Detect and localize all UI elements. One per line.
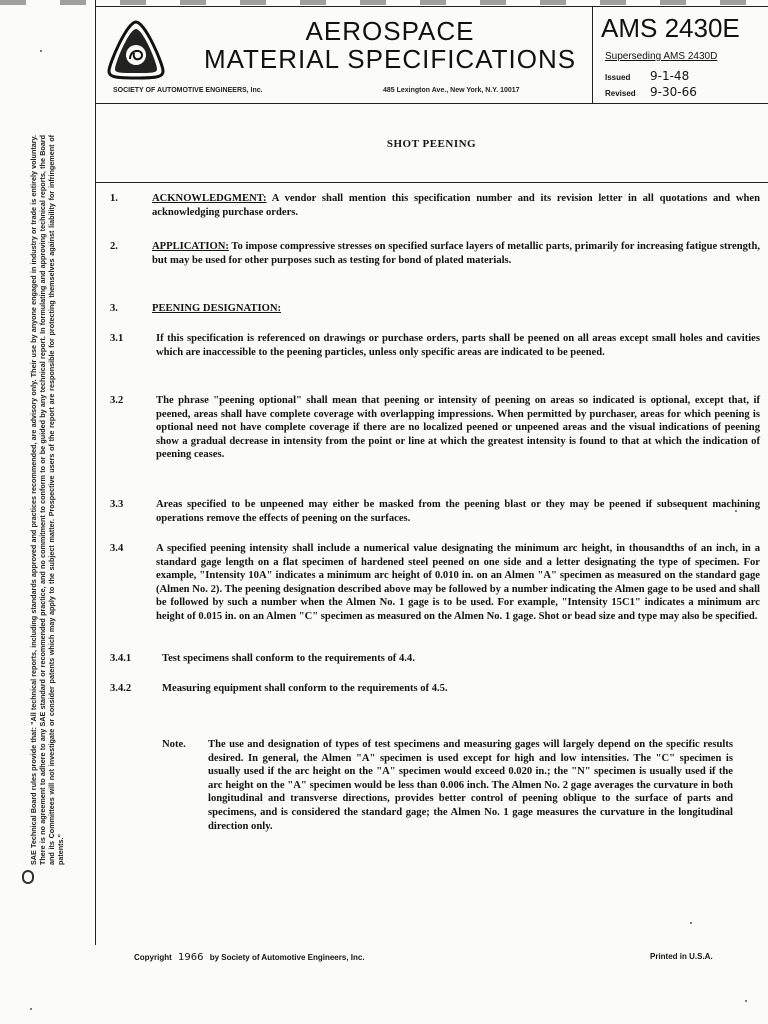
section-number: 1. bbox=[110, 193, 118, 204]
spec-box bbox=[592, 7, 768, 103]
org-title bbox=[195, 17, 585, 73]
scan-speck bbox=[690, 922, 692, 924]
superseding-note: Superseding AMS 2430D bbox=[605, 51, 718, 62]
document-header bbox=[95, 6, 768, 104]
revised-value: 9-30-66 bbox=[650, 85, 697, 99]
section-number: 3.1 bbox=[110, 333, 124, 344]
printed-in: Printed in U.S.A. bbox=[650, 952, 713, 961]
sidebar-disclaimer bbox=[0, 120, 95, 880]
scan-speck bbox=[30, 1008, 32, 1010]
scan-speck bbox=[735, 510, 737, 512]
section-body: Measuring equipment shall conform to the requirements of 4.5. bbox=[162, 683, 448, 694]
issued-row bbox=[605, 69, 690, 83]
section-body: The phrase "peening optional" shall mean that peening or intensity of peening on areas so indicated is optional, except that, if peened, areas shall have complete coverage with overlapping impressions. When permitted by purchaser, areas for which peening is optional need not have complete coverage if there are no localized peened or unpeened areas and the visual indications of peening show a gradual decrease in intensity from the point or line at which the greatest intensity is found to that at which the indication of peening ceases. bbox=[156, 395, 760, 461]
disclaimer-text: SAE Technical Board rules provide that: "All technical reports, including standards approved and practices recommended, are advisory only. Their use by anyone engaged in industry or trade is entirely voluntary. There is no agreement to adhere to any SAE standard or recommended practice, and no commitment to conform to or be guided by any technical report. In formulating and approving technical reports, the Board and its Committees will not investigate or consider patents which may apply to the subject matter. Prospective users of the report are responsible for protecting themselves against liability for infringement of patents." bbox=[29, 135, 65, 865]
scan-speck bbox=[40, 50, 42, 52]
section-text bbox=[152, 192, 760, 219]
note-label: Note. bbox=[162, 739, 186, 750]
copyright-holder: by Society of Automotive Engineers, Inc. bbox=[209, 953, 365, 962]
copyright bbox=[134, 952, 365, 963]
section-number: 3. bbox=[110, 303, 118, 314]
issued-value: 9-1-48 bbox=[650, 69, 690, 83]
section-number: 2. bbox=[110, 241, 118, 252]
document-title: SHOT PEENING bbox=[386, 138, 477, 150]
copyright-label: Copyright bbox=[134, 953, 172, 962]
org-title-line1: AEROSPACE bbox=[305, 16, 475, 46]
org-info bbox=[113, 87, 593, 94]
section-heading: APPLICATION: bbox=[152, 241, 229, 252]
section-body: To impose compressive stresses on specified surface layers of metallic parts, primarily for increasing fatigue strength, but may be used for other purposes such as testing for bond of plated materials. bbox=[152, 241, 760, 266]
issued-label: Issued bbox=[605, 73, 631, 82]
revised-label: Revised bbox=[605, 89, 636, 98]
section-body: Areas specified to be unpeened may either be masked from the peening blast or they may be peened if subsequent machining operations remove the effects of peening on the surfaces. bbox=[156, 499, 760, 524]
section-number: 3.4.1 bbox=[110, 653, 132, 664]
section-text bbox=[152, 302, 760, 316]
copyright-year: 1966 bbox=[178, 952, 204, 963]
section-text bbox=[152, 240, 760, 267]
section-body: If this specification is referenced on drawings or purchase orders, parts shall be peened on all areas except small holes and cavities which are inaccessible to the peening particles, unless only specific areas are indicated to be peened. bbox=[156, 333, 760, 358]
spec-number: AMS 2430E bbox=[601, 13, 740, 43]
revised-row bbox=[605, 85, 697, 99]
section-number: 3.4.2 bbox=[110, 683, 132, 694]
section-number: 3.3 bbox=[110, 499, 124, 510]
sae-logo-icon bbox=[105, 19, 167, 81]
section-heading: PEENING DESIGNATION: bbox=[152, 303, 282, 314]
section-body: Test specimens shall conform to the requirements of 4.4. bbox=[162, 653, 415, 664]
title-divider bbox=[95, 182, 768, 183]
scan-speck bbox=[22, 870, 34, 884]
section-body: A vendor shall mention this specification number and its revision letter in all quotations and when acknowledging purchase orders. bbox=[152, 193, 760, 218]
org-title-line2: MATERIAL SPECIFICATIONS bbox=[203, 44, 577, 74]
section-heading: ACKNOWLEDGMENT: bbox=[152, 193, 267, 204]
note-text: The use and designation of types of test specimens and measuring gages will largely depend on the specific results desired. In general, the Almen "A" specimen is used except for high and low intensities. The "C" specimen is usually used if the arc height on the "A" specimen would exceed 0.020 in.; the "N" specimen is usually used if the arc height on the "A" specimen would be less than 0.006 inch. The Almen No. 2 gage averages the curvature in both longitudinal and transverse directions, provides better control of peening oblique to the surface of parts and specimens, and is considered the standard gage; the Almen No. 1 gage measures the curvature in the longitudinal direction only. bbox=[208, 739, 733, 832]
section-number: 3.2 bbox=[110, 395, 124, 406]
section-number: 3.4 bbox=[110, 543, 124, 554]
org-name: SOCIETY OF AUTOMOTIVE ENGINEERS, Inc. bbox=[113, 87, 263, 94]
org-address: 485 Lexington Ave., New York, N.Y. 10017 bbox=[383, 87, 520, 94]
section-body: A specified peening intensity shall include a numerical value designating the minimum arc height, in thousandths of an inch, in a standard gage length on a flat specimen of hardened steel peened on one side and a letter designating the type of specimen. For example, "Intensity 10A" indicates a minimum arc height of 0.010 in. on an Almen "A" specimen as measured on the standard gage (Almen No. 2). The peening designation described above may be followed by a number indicating the Almen gage to be used and shall be followed by such a number when the Almen No. 1 gage is to be used. For example, "Intensity 15C1" indicates a minimum arc height of 0.015 in. on an Almen "C" specimen as measured on the Almen No. 1 gage. Shot or bead size and type may also be specified. bbox=[156, 543, 760, 622]
scan-speck bbox=[745, 1000, 747, 1002]
